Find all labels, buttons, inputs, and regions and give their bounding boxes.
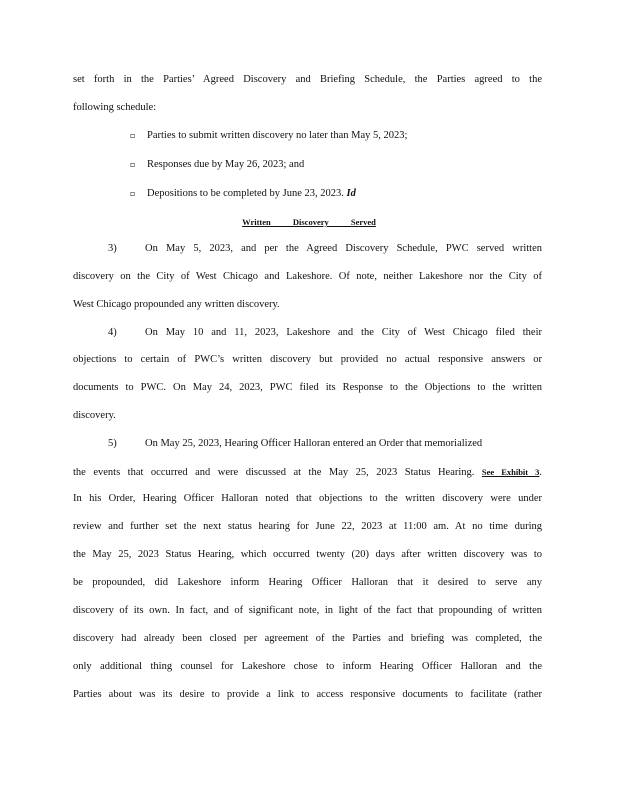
para5-line: the events that occurred and were discussed at the May 25, 2023 Status Hearing. See Exhibit 3.: [73, 467, 543, 478]
para5-line: be propounded, did Lakeshore inform Hearing Officer Halloran that it desired to serve any: [73, 577, 542, 588]
exhibit-reference: See Exhibit 3: [481, 467, 540, 477]
para3-line: discovery on the City of West Chicago and Lakeshore. Of note, neither Lakeshore nor the City of: [73, 271, 542, 282]
para3-first-line: 3) On May 5, 2023, and per the Agreed Discovery Schedule, PWC served written: [108, 243, 542, 254]
para-number: 5): [108, 438, 117, 449]
para5-line: Parties about was its desire to provide a link to access responsive documents to facilitate (rather: [73, 689, 542, 700]
bullet-icon: ▫: [130, 131, 136, 140]
intro-line-2: following schedule:: [73, 102, 157, 113]
para4-line: discovery.: [73, 410, 116, 421]
para5-line: discovery had already been closed per agreement of the Parties and briefing was completed, the: [73, 633, 542, 644]
schedule-item: ▫ Responses due by May 26, 2023; and: [130, 159, 305, 170]
bullet-icon: ▫: [130, 160, 136, 169]
para5-first-line: 5) On May 25, 2023, Hearing Officer Halloran entered an Order that memorialized: [108, 438, 483, 449]
section-heading: Written Discovery Served: [242, 217, 376, 227]
intro-line-1: set forth in the Parties’ Agreed Discovery and Briefing Schedule, the Parties agreed to the: [73, 74, 542, 85]
para-number: 3): [108, 243, 117, 254]
schedule-item: ▫ Parties to submit written discovery no later than May 5, 2023;: [130, 130, 408, 141]
para4-first-line: 4) On May 10 and 11, 2023, Lakeshore and the City of West Chicago filed their: [108, 327, 542, 338]
para5-line: only additional thing counsel for Lakeshore chose to inform Hearing Officer Halloran and the: [73, 661, 542, 672]
para5-line: review and further set the next status hearing for June 22, 2023 at 11:00 am. At no time during: [73, 521, 542, 532]
citation: Id: [346, 188, 356, 199]
para5-line: the May 25, 2023 Status Hearing, which occurred twenty (20) days after written discovery was to: [73, 549, 542, 560]
para-number: 4): [108, 327, 117, 338]
para4-line: objections to certain of PWC’s written discovery but provided no actual responsive answers or: [73, 354, 542, 365]
bullet-icon: ▫: [130, 189, 136, 198]
para4-line: documents to PWC. On May 24, 2023, PWC filed its Response to the Objections to the written: [73, 382, 542, 393]
schedule-item: ▫ Depositions to be completed by June 23, 2023. Id: [130, 188, 356, 199]
para5-line: discovery of its own. In fact, and of significant note, in light of the fact that propounding of written: [73, 605, 542, 616]
para5-line: In his Order, Hearing Officer Halloran noted that objections to the written discovery were under: [73, 493, 542, 504]
para3-line: West Chicago propounded any written discovery.: [73, 299, 280, 310]
